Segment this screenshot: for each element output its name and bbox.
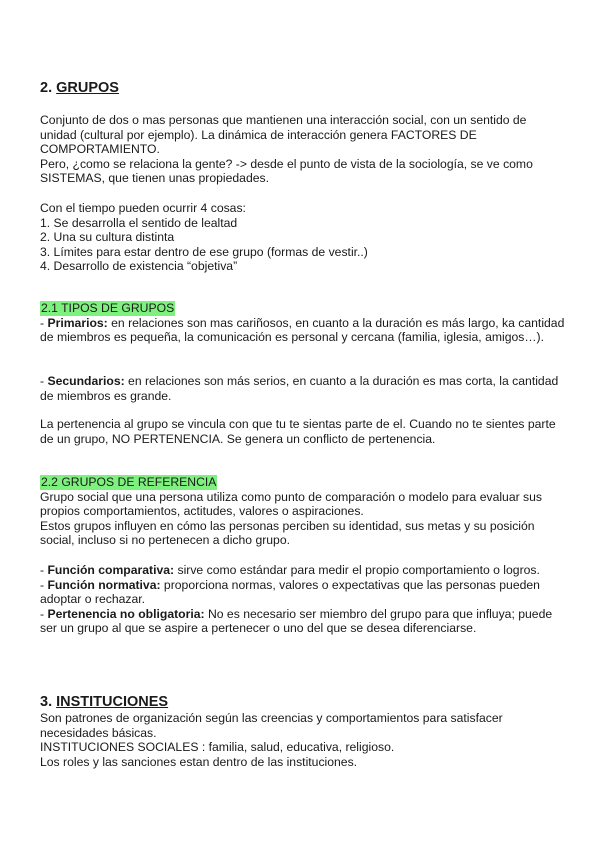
subsection-heading: 2.2 GRUPOS DE REFERENCIA <box>41 475 217 489</box>
section-number: 3. <box>40 694 53 710</box>
term-text: en relaciones son más serios, en cuanto a la duración es mas corta, la cantidad de miembros es grande. <box>40 374 559 403</box>
term-text: No es necesario ser miembro del grupo para que influya; puede ser un grupo al que se aspire a pertenecer o uno del que se desea diferenciarse. <box>40 606 553 636</box>
term-text: proporciona normas, valores o expectativas que las personas pueden adoptar o rechazar. <box>40 577 540 607</box>
list-intro: Con el tiempo pueden ocurrir 4 cosas: <box>40 201 246 215</box>
section-title: GRUPOS <box>56 80 119 96</box>
term-label: Secundarios: <box>47 374 125 388</box>
paragraph: Son patrones de organización según las creencias y comportamientos para satisfacer necesidades básicas. <box>40 711 503 740</box>
paragraph: Estos grupos influyen en cómo las personas perciben su identidad, sus metas y su posición social, incluso si no pertenecen a dicho grupo. <box>40 518 535 548</box>
tiempo-list <box>40 201 565 274</box>
term-label: Función comparativa: <box>47 563 175 577</box>
term-label: Función normativa: <box>47 577 161 592</box>
list-item: 1. Se desarrolla el sentido de lealtad <box>40 215 238 230</box>
secundarios-item <box>40 374 565 403</box>
paragraph: Conjunto de dos o mas personas que mantienen una interacción social, con un sentido de unidad (cultural por ejemplo). La dinámica de interacción genera FACTORES DE COMPORTAMIENTO. <box>40 113 527 157</box>
primarios-item: - Primarios: en relaciones son mas cariñosos, en cuanto a la duración es más largo, ka cantidad de miembros es pequeña, la comunicación es personal y cercana (familia, iglesia, amigos…). <box>40 315 565 345</box>
paragraph: - Secundarios: en relaciones son más serios, en cuanto a la duración es mas corta, la cantidad de miembros es grande. <box>40 374 559 403</box>
paragraph: INSTITUCIONES SOCIALES : familia, salud, educativa, religioso. <box>40 740 395 755</box>
paragraph: Los roles y las sanciones estan dentro de las instituciones. <box>40 754 358 769</box>
funciones-list <box>40 563 565 636</box>
list-item: 4. Desarrollo de existencia “objetiva” <box>40 259 238 274</box>
list-item: 2. Una su cultura distinta <box>40 230 175 245</box>
list-item: 3. Límites para estar dentro de ese grupo (formas de vestir..) <box>40 244 368 259</box>
list-item: - Pertenencia no obligatoria: No es necesario ser miembro del grupo para que influya; puede ser un grupo al que se aspire a pertenecer o uno del que se desea diferenciarse. <box>40 606 553 636</box>
paragraph: La pertenencia al grupo se vincula con que tu te sientas parte de el. Cuando no te sientes parte de un grupo, NO PERTENENCIA. Se genera un conflicto de pertenencia. <box>40 417 556 446</box>
paragraph: Grupo social que una persona utiliza como punto de comparación o modelo para evaluar sus propios comportamientos, actitudes, valores o aspiraciones. <box>40 489 543 519</box>
paragraph: Pero, ¿como se relaciona la gente? -> desde el punto de vista de la sociología, se ve como SISTEMAS, que tienen unas propiedades. <box>40 156 533 186</box>
section-number: 2. <box>40 80 53 96</box>
grupos-intro <box>40 113 565 186</box>
section-title: INSTITUCIONES <box>56 694 169 710</box>
pertenencia-paragraph <box>40 417 565 446</box>
list-item: - Función normativa: proporciona normas, valores o expectativas que las personas pueden adoptar o rechazar. <box>40 577 540 607</box>
instituciones-body <box>40 711 565 769</box>
term-text: en relaciones son mas cariñosos, en cuanto a la duración es más largo, ka cantidad de miembros es pequeña, la comunicación es personal y cercana (familia, iglesia, amigos…). <box>40 315 565 345</box>
section-heading-instituciones <box>40 694 565 711</box>
term-label: Primarios: <box>47 315 108 330</box>
term-label: Pertenencia no obligatoria: <box>47 606 205 621</box>
term-text: sirve como estándar para medir el propio comportamiento o logros. <box>174 563 540 577</box>
subsection-tipos <box>40 301 565 345</box>
section-heading-grupos <box>40 80 565 97</box>
subsection-heading: 2.1 TIPOS DE GRUPOS <box>41 301 175 315</box>
subsection-referencia <box>40 475 565 548</box>
list-item: - Función comparativa: sirve como estándar para medir el propio comportamiento o logros. <box>40 563 540 577</box>
